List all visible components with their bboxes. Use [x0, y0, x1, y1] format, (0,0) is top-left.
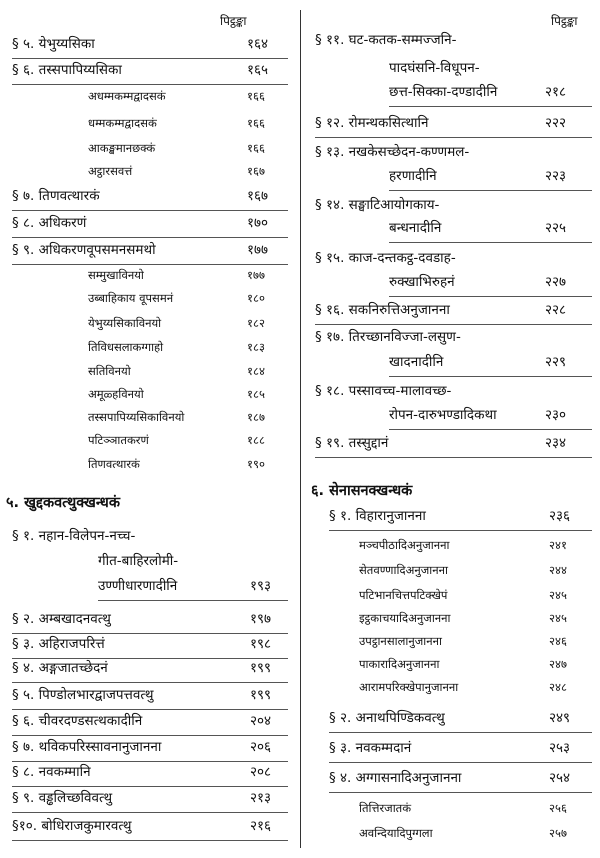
entry-label: हरणादीनि	[389, 168, 437, 184]
entry-page: १८३	[247, 340, 265, 354]
entry-underline	[12, 237, 288, 238]
entry-page: २३०	[545, 407, 567, 423]
entry-label: § १३. नखकेसच्छेदन-कण्णमल-	[315, 144, 470, 160]
entry-underline	[98, 600, 288, 601]
entry-page: १८८	[247, 433, 265, 447]
entry-label: § १९. तस्सुद्दानं	[315, 435, 389, 451]
entry-page: १९३	[250, 578, 272, 594]
entry-label: § ५. पिण्डोलभारद्वाजपत्तवत्थु	[12, 687, 154, 703]
entry-page: २४१	[549, 538, 567, 552]
entry-label: § १४. सङ्घाटिआयोगकाय-	[315, 197, 440, 213]
entry-page: १६७	[247, 188, 269, 204]
entry-label: अवन्दियादिपुग्गला	[359, 826, 433, 840]
entry-label: § २. अम्बखादनवत्थु	[12, 611, 111, 627]
entry-page: २४५	[549, 611, 567, 625]
entry-page: १७७	[247, 268, 265, 282]
chapter-heading: ५. खुद्दकवत्थुक्खन्धकं	[6, 495, 120, 511]
entry-label: बन्धनादीनि	[389, 220, 442, 236]
entry-underline	[389, 190, 592, 191]
entry-label: उण्णीधारणादीनि	[98, 578, 178, 594]
entry-label: तित्तिरजातकं	[359, 801, 412, 815]
entry-underline	[12, 682, 288, 683]
entry-underline	[12, 761, 288, 762]
entry-page: १९०	[247, 457, 265, 471]
entry-page: २२२	[545, 115, 567, 131]
entry-label: पटिभानचित्तपटिक्खेपं	[359, 588, 448, 602]
entry-page: १९९	[250, 660, 272, 676]
entry-underline	[389, 429, 592, 430]
header-page-label: पिट्ठङ्का	[551, 14, 578, 28]
entry-page: २०८	[250, 764, 272, 780]
entry-underline	[12, 84, 288, 85]
entry-page: २०६	[250, 739, 272, 755]
entry-underline	[389, 296, 592, 297]
entry-label: तस्सपापिय्यसिकाविनयो	[88, 410, 185, 424]
entry-label: § ५. येभुय्यसिका	[12, 36, 95, 52]
entry-label: § ४. अग्गासनादिअनुजानना	[329, 770, 462, 786]
entry-page: २४७	[549, 657, 567, 671]
entry-page: २५६	[549, 801, 567, 815]
entry-page: १६६	[247, 141, 265, 155]
entry-page: १९९	[250, 687, 272, 703]
header-page-label: पिट्ठङ्का	[220, 14, 247, 28]
entry-page: १६६	[247, 89, 265, 103]
entry-page: २२७	[545, 274, 567, 290]
column-divider	[300, 10, 301, 848]
entry-label: § १२. रोमन्थकसित्थानि	[315, 115, 429, 131]
entry-underline	[12, 58, 288, 59]
entry-page: २४९	[549, 710, 571, 726]
entry-page: २२८	[545, 302, 567, 318]
entry-label: गीत-बाहिरलोमी-	[98, 553, 179, 569]
entry-label: § ६. तस्सपापिय्यसिका	[12, 62, 122, 78]
entry-underline	[389, 242, 592, 243]
entry-underline	[389, 106, 592, 107]
entry-label: § २. अनाथपिण्डिकवत्थु	[329, 710, 445, 726]
entry-underline	[12, 812, 288, 813]
entry-page: १८०	[247, 291, 265, 305]
entry-label: § ३. नवकम्मदानं	[329, 740, 412, 756]
entry-label: येभुय्यसिकाविनयो	[88, 316, 162, 330]
entry-label: अट्ठारसवत्तं	[88, 164, 133, 178]
entry-underline	[315, 457, 592, 458]
entry-page: २४८	[549, 680, 567, 694]
entry-label: अधम्मकम्मद्वादसकं	[88, 89, 166, 103]
entry-underline	[12, 735, 288, 736]
entry-page: १८२	[247, 316, 265, 330]
entry-page: २०४	[250, 713, 272, 729]
entry-underline	[389, 376, 592, 377]
entry-label: सतिविनयो	[88, 364, 131, 378]
entry-label: उपट्ठानसालानुजानना	[359, 634, 442, 648]
entry-page: २५७	[549, 826, 567, 840]
entry-label: § १८. पस्सावच्च-मालावच्छ-	[315, 383, 452, 399]
entry-page: २४६	[549, 634, 567, 648]
entry-label: इट्ठकाचयादिअनुजानना	[359, 611, 451, 625]
entry-page: २२५	[545, 220, 567, 236]
entry-label: तिणवत्थारकं	[88, 457, 140, 471]
entry-page: २२९	[545, 354, 567, 370]
entry-underline	[12, 210, 288, 211]
entry-underline	[12, 264, 288, 265]
entry-underline	[315, 324, 592, 325]
entry-underline	[329, 762, 592, 763]
entry-label: § ९. अधिकरणवूपसमनसमथो	[12, 242, 156, 258]
entry-page: २१६	[250, 818, 272, 834]
entry-label: § ६. चीवरदण्डसत्थकादीनि	[12, 713, 143, 729]
entry-page: २४५	[549, 588, 567, 602]
entry-label: § ७. थविकपरिस्सावनानुजानना	[12, 739, 162, 755]
entry-label: सेतवण्णादिअनुजानना	[359, 563, 448, 577]
entry-label: उब्बाहिकाय वूपसमनं	[88, 291, 174, 305]
entry-page: १६६	[247, 116, 265, 130]
entry-label: रुक्खाभिरुहनं	[389, 274, 455, 290]
entry-page: २२३	[545, 168, 567, 184]
entry-underline	[12, 633, 288, 634]
entry-underline	[12, 658, 288, 659]
entry-label: खादनादीनि	[389, 354, 444, 370]
entry-underline	[12, 709, 288, 710]
entry-label: रोपन-दारुभण्डादिकथा	[389, 407, 497, 423]
entry-label: § ७. तिणवत्थारकं	[12, 188, 100, 204]
entry-label: तिविधसलाकग्गाहो	[88, 340, 164, 354]
entry-label: § ४. अङ्गजातच्छेदनं	[12, 660, 108, 676]
entry-label: § ११. घट-कतक-सम्मज्जनि-	[315, 32, 457, 48]
entry-page: १७०	[247, 215, 269, 231]
entry-page: २३६	[549, 508, 571, 524]
entry-label: § १६. सकनिरुत्तिअनुजानना	[315, 302, 450, 318]
entry-page: २१३	[250, 790, 272, 806]
entry-label: पाकारादिअनुजानना	[359, 657, 440, 671]
entry-page: २४४	[549, 563, 567, 577]
entry-label: आकङ्खमानछक्कं	[88, 141, 156, 155]
entry-page: १८७	[247, 410, 265, 424]
entry-label: §१०. बोधिराजकुमारवत्थु	[12, 818, 132, 834]
entry-page: १६७	[247, 164, 265, 178]
entry-page: १९७	[250, 611, 272, 627]
entry-underline	[315, 137, 592, 138]
entry-page: १८५	[247, 387, 265, 401]
entry-page: १८४	[247, 364, 265, 378]
entry-label: § ३. अहिराजपरित्तं	[12, 636, 105, 652]
entry-label: आरामपरिक्खेपानुजानना	[359, 680, 459, 694]
entry-page: २३४	[545, 435, 567, 451]
entry-page: २१८	[545, 84, 567, 100]
entry-page: १९८	[250, 636, 272, 652]
entry-page: १७७	[247, 242, 269, 258]
entry-label: § १५. काज-दन्तकट्ठ-दवडाह-	[315, 250, 456, 266]
entry-page: १६४	[247, 36, 269, 52]
entry-label: पादघंसनि-विधूपन-	[389, 60, 480, 76]
entry-label: § ८. नवकम्मानि	[12, 764, 91, 780]
entry-label: धम्मकम्मद्वादसकं	[88, 116, 157, 130]
entry-label: पटिञ्ञातकरणं	[88, 433, 149, 447]
entry-label: § ९. वड्ढलिच्छविवत्थु	[12, 790, 113, 806]
entry-label: मञ्चपीठादिअनुजानना	[359, 538, 450, 552]
entry-label: § १. विहारानुजानना	[329, 508, 426, 524]
chapter-heading: ६. सेनासनक्खन्धकं	[311, 483, 413, 499]
entry-underline	[329, 732, 592, 733]
entry-label: § १७. तिरच्छानविज्जा-लसुण-	[315, 329, 461, 345]
entry-underline	[12, 786, 288, 787]
entry-label: § ८. अधिकरणं	[12, 215, 87, 231]
entry-page: २५४	[549, 770, 571, 786]
entry-underline	[329, 792, 592, 793]
entry-page: २५३	[549, 740, 571, 756]
entry-label: अमूळ्हविनयो	[88, 387, 144, 401]
entry-label: सम्मुखाविनयो	[88, 268, 144, 282]
entry-underline	[329, 530, 592, 531]
entry-underline	[12, 840, 288, 841]
entry-label: छत्त-सिक्का-दण्डादीनि	[389, 84, 498, 100]
entry-label: § १. नहान-विलेपन-नच्च-	[12, 528, 136, 544]
entry-page: १६५	[247, 62, 269, 78]
